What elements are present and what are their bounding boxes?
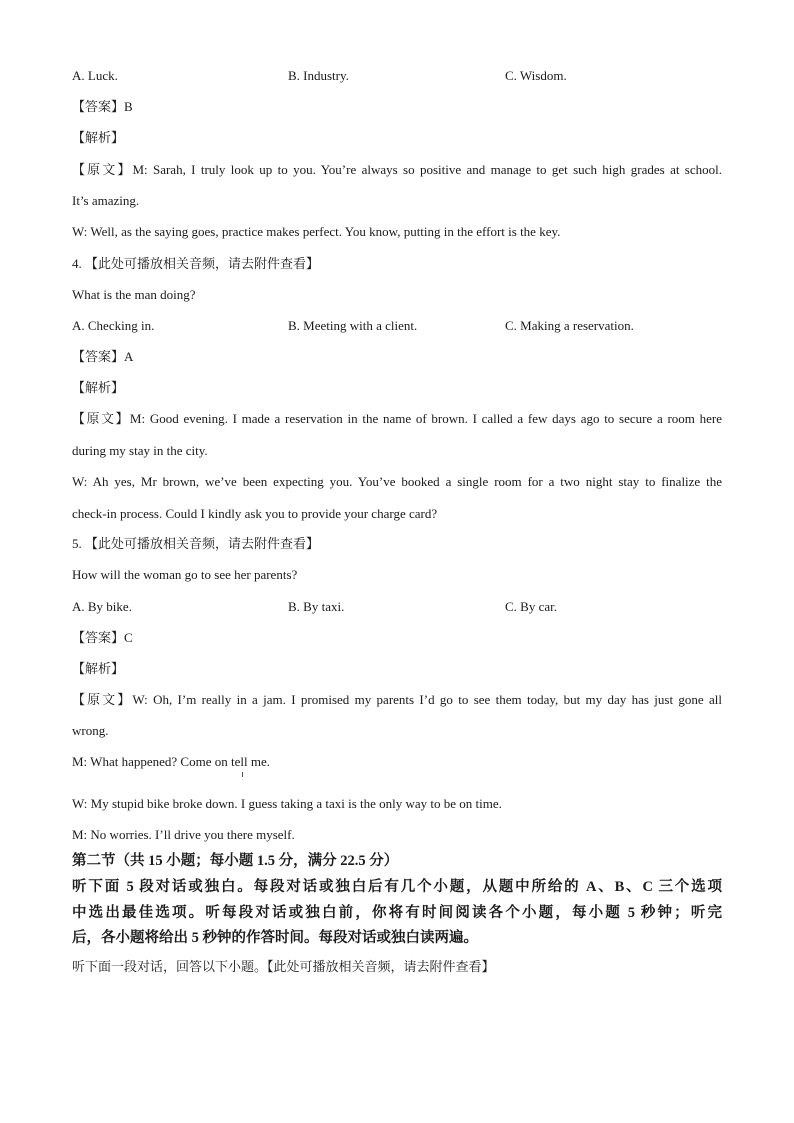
q4-answer: 【答案】A [72, 349, 134, 364]
q4-transcript-line: check-in process. Could I kindly ask you to provide your charge card? [72, 506, 438, 521]
q5-option-c: C. By car. [505, 599, 557, 614]
q4-header: 4. 【此处可播放相关音频，请去附件查看】 [72, 256, 320, 271]
q4-transcript-line: 【原文】M: Good evening. I made a reservation in the name of brown. I called a few days ago to secure a room here [72, 411, 722, 426]
q5-transcript-line: wrong. [72, 723, 109, 738]
q4-option-b: B. Meeting with a client. [288, 318, 418, 333]
q3-transcript-line: It’s amazing. [72, 193, 140, 208]
q3-transcript-line: W: Well, as the saying goes, practice makes perfect. You know, putting in the effort is the key. [72, 224, 561, 239]
q4-option-a: A. Checking in. [72, 318, 155, 333]
q5-answer: 【答案】C [72, 630, 133, 645]
q5-header: 5. 【此处可播放相关音频，请去附件查看】 [72, 536, 320, 551]
q4-analysis-label: 【解析】 [72, 380, 125, 395]
q5-transcript-line: 【原文】W: Oh, I’m really in a jam. I promised my parents I’d go to see them today, but my day has just gone all [72, 692, 722, 707]
section2-title: 第二节（共 15 小题；每小题 1.5 分，满分 22.5 分） [72, 853, 399, 869]
q3-answer: 【答案】B [72, 99, 133, 114]
section2-instruction-line: 听下面 5 段对话或独白。每段对话或独白后有几个小题，从题中所给的 A、B、C 三个选项 [72, 879, 722, 895]
q5-transcript-line: M: What happened? Come on tell me. [72, 754, 270, 769]
q3-option-a: A. Luck. [72, 68, 118, 83]
q5-transcript-line: M: No worries. I’ll drive you there myself. [72, 827, 295, 842]
section2-instruction-line: 后，各小题将给出 5 秒钟的作答时间。每段对话或独白读两遍。 [72, 930, 478, 946]
q5-transcript-line: W: My stupid bike broke down. I guess taking a taxi is the only way to be on time. [72, 796, 502, 811]
q4-transcript-line: W: Ah yes, Mr brown, we’ve been expecting you. You’ve booked a single room for a two night stay to finalize the [72, 474, 722, 489]
q3-option-b: B. Industry. [288, 68, 349, 83]
q5-option-a: A. By bike. [72, 599, 132, 614]
section2-instruction-line: 中选出最佳选项。听每段对话或独白前，你将有时间阅读各个小题，每小题 5 秒钟；听完 [72, 905, 722, 921]
q4-transcript-line: during my stay in the city. [72, 443, 208, 458]
q3-analysis-label: 【解析】 [72, 130, 125, 145]
q4-option-c: C. Making a reservation. [505, 318, 634, 333]
q5-option-b: B. By taxi. [288, 599, 345, 614]
q4-question: What is the man doing? [72, 287, 196, 302]
q3-transcript-line: 【原文】M: Sarah, I truly look up to you. You’re always so positive and manage to get such high grades at school. [72, 162, 722, 177]
q5-analysis-label: 【解析】 [72, 661, 125, 676]
section2-prompt: 听下面一段对话，回答以下小题。【此处可播放相关音频，请去附件查看】 [72, 959, 495, 974]
text-cursor-mark [242, 772, 243, 777]
q3-option-c: C. Wisdom. [505, 68, 567, 83]
q5-question: How will the woman go to see her parents? [72, 567, 298, 582]
